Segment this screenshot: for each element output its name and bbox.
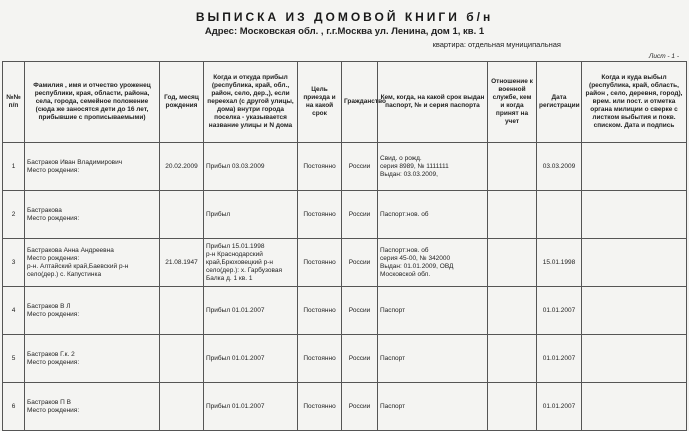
military-cell [488, 383, 537, 431]
arrival-line: р-н Краснодарский [206, 250, 263, 258]
row-number: 5 [3, 335, 25, 383]
passport-line: Паспорт [380, 354, 406, 362]
table-row [3, 383, 687, 431]
col-header-purpose: Цель приезда и на какой срок [298, 62, 342, 143]
registration-date-cell [537, 191, 582, 239]
table-row [3, 239, 687, 287]
col-header-citizenship: Гражданство [342, 62, 378, 143]
purpose-cell: Постоянно [298, 383, 342, 431]
row-number: 4 [3, 287, 25, 335]
passport-line: Выдан: 01.01.2009, ОВД [380, 262, 454, 270]
birthplace-label: Место рождения: [27, 254, 80, 262]
passport-cell [378, 335, 488, 383]
registration-date-cell: 03.03.2009 [537, 143, 582, 191]
col-header-reg-date: Дата регистрации [537, 62, 582, 143]
arrival-line: Прибыл 01.01.2007 [206, 402, 265, 410]
birthplace-label: Место рождения: [27, 358, 80, 366]
citizenship-cell: России [342, 335, 378, 383]
table-row [3, 287, 687, 335]
citizenship-cell: России [342, 287, 378, 335]
table-row [3, 143, 687, 191]
col-header-arrived: Когда и откуда прибыл (республика, край, обл., район, село, дер.,), если переехал (с другой улицы, дома) внутри города поселка - указывается название улицы и N дома [204, 62, 298, 143]
col-header-passport: Кем, когда, на какой срок выдан паспорт, № и серия паспорта [378, 62, 488, 143]
passport-cell [378, 143, 488, 191]
row-number: 1 [3, 143, 25, 191]
registration-date-cell: 01.01.2007 [537, 383, 582, 431]
birthplace-label: Место рождения: [27, 214, 80, 222]
birthplace-detail: р-н. Алтайский край,Баевский р-н [27, 262, 129, 270]
citizenship-cell: России [342, 383, 378, 431]
birthplace-label: Место рождения: [27, 406, 80, 414]
table-header-row [3, 62, 687, 143]
purpose-cell: Постоянно [298, 335, 342, 383]
citizenship-cell: России [342, 239, 378, 287]
sheet-number: Лист - 1 - [648, 53, 679, 60]
row-number: 3 [3, 239, 25, 287]
birthplace-label: Место рождения: [27, 310, 80, 318]
purpose-cell: Постоянно [298, 191, 342, 239]
house-register-table [2, 61, 687, 431]
document-address: Адрес: Московская обл. , г.г.Москва ул. Ленина, дом 1, кв. 1 [204, 26, 485, 37]
row-number: 6 [3, 383, 25, 431]
arrival-line: Балка д. 1 кв. 1 [206, 274, 253, 282]
arrival-line: Прибыл [206, 210, 231, 218]
arrival-line: Прибыл 15.01.1998 [206, 242, 265, 250]
passport-line: Московской обл. [380, 270, 431, 278]
military-cell [488, 143, 537, 191]
military-cell [488, 239, 537, 287]
col-header-military: Отношение к военной службе, кем и когда принят на учет [488, 62, 537, 143]
departure-cell [582, 239, 687, 287]
document-title: ВЫПИСКА ИЗ ДОМОВОЙ КНИГИ б/н [195, 10, 494, 24]
arrival-cell [204, 239, 298, 287]
birthdate-cell: 20.02.2009 [160, 143, 204, 191]
passport-line: Паспорт [380, 306, 406, 314]
col-header-birthdate: Год, месяц рождения [160, 62, 204, 143]
arrival-cell [204, 335, 298, 383]
birthdate-cell [160, 287, 204, 335]
purpose-cell: Постоянно [298, 143, 342, 191]
citizenship-cell: России [342, 143, 378, 191]
arrival-cell [204, 143, 298, 191]
departure-cell [582, 335, 687, 383]
military-cell [488, 191, 537, 239]
departure-cell [582, 143, 687, 191]
col-header-number: №№ п/п [3, 62, 25, 143]
birthdate-cell [160, 383, 204, 431]
resident-name: Бастраков Иван Владимирович [27, 158, 123, 166]
resident-name: Бастраков П В [27, 398, 71, 406]
birthdate-cell: 21.08.1947 [160, 239, 204, 287]
departure-cell [582, 287, 687, 335]
passport-line: Выдан: 03.03.2009, [380, 170, 438, 178]
passport-line: серия 8989, № 1111111 [380, 162, 449, 170]
purpose-cell: Постоянно [298, 287, 342, 335]
birthdate-cell [160, 191, 204, 239]
arrival-line: Прибыл 03.03.2009 [206, 162, 265, 170]
table-row [3, 335, 687, 383]
arrival-line: Прибыл 01.01.2007 [206, 354, 265, 362]
resident-name-cell [25, 335, 160, 383]
arrival-cell [204, 191, 298, 239]
registration-date-cell: 15.01.1998 [537, 239, 582, 287]
birthdate-cell [160, 335, 204, 383]
arrival-cell [204, 287, 298, 335]
arrival-line: Прибыл 01.01.2007 [206, 306, 265, 314]
arrival-line: село(дер.): х. Гарбузовая [206, 266, 283, 274]
birthplace-label: Место рождения: [27, 166, 80, 174]
citizenship-cell: России [342, 191, 378, 239]
passport-cell [378, 383, 488, 431]
passport-cell [378, 239, 488, 287]
purpose-cell: Постоянно [298, 239, 342, 287]
passport-line: Свид. о рожд. [380, 154, 422, 162]
col-header-departed: Когда и куда выбыл (республика, край, область, район , село, деревня, город), врем. или пост. и отметка органа милиции о сверке с листком выбытия и покв. списком. Дата и подпись [582, 62, 687, 143]
resident-name-cell [25, 239, 160, 287]
resident-name: Бастраков В Л [27, 302, 71, 310]
departure-cell [582, 191, 687, 239]
passport-line: Паспорт:нов. об [380, 210, 429, 218]
registration-date-cell: 01.01.2007 [537, 335, 582, 383]
resident-name-cell [25, 143, 160, 191]
passport-cell [378, 287, 488, 335]
registration-date-cell: 01.01.2007 [537, 287, 582, 335]
passport-line: Паспорт [380, 402, 406, 410]
col-header-name: Фамилия , имя и отчество урожeнец республики, края, области, района, села, города, семейное положение (сюда же заносятся дети до 16 лет, прибывшие с прописываемыми) [25, 62, 160, 143]
departure-cell [582, 383, 687, 431]
resident-name-cell [25, 287, 160, 335]
table-row [3, 191, 687, 239]
arrival-cell [204, 383, 298, 431]
birthplace-detail: село(дер.) с. Капустинка [27, 270, 102, 278]
row-number: 2 [3, 191, 25, 239]
passport-line: Паспорт:нов. об [380, 246, 429, 254]
arrival-line: край,Брюховецкий р-н [206, 258, 273, 266]
passport-line: серия 45-00, № 342000 [380, 254, 451, 262]
resident-name: Бастракова Анна Андреевна [27, 246, 114, 254]
table-body [3, 143, 687, 431]
military-cell [488, 287, 537, 335]
military-cell [488, 335, 537, 383]
resident-name-cell [25, 383, 160, 431]
resident-name: Бастракова [27, 206, 62, 214]
passport-cell [378, 191, 488, 239]
resident-name: Бастраков Г.к. 2 [27, 350, 75, 358]
apartment-type: квартира: отдельная муниципальная [432, 40, 561, 49]
resident-name-cell [25, 191, 160, 239]
